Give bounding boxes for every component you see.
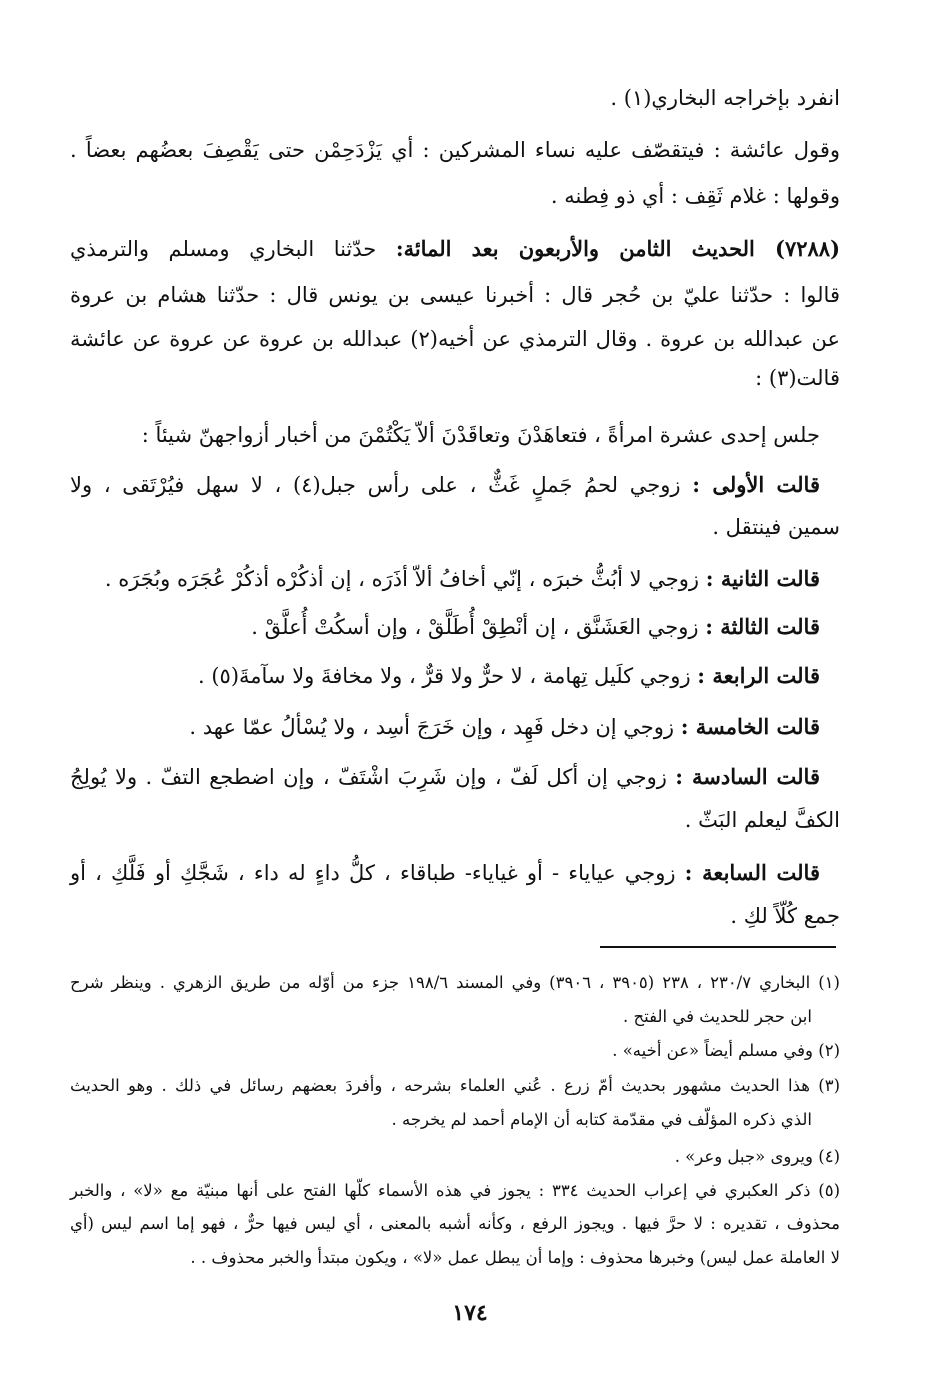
- text-line: انفرد بإخراجه البخاري(١) .: [610, 86, 840, 110]
- speaker-line: قالت الثالثة : زوجي العَشَنَّق ، إن أنْطِقْ أُطَلَّقْ ، وإن أسكُتْ أُعلَّقْ .: [251, 614, 820, 639]
- speaker-line: قالت الرابعة : زوجي كلَيل تِهامة ، لا حرٌّ ولا قرٌّ ، ولا مخافةَ ولا سآمةَ(٥) .: [198, 663, 820, 688]
- text-line: عن عبدالله بن عروة . وقال الترمذي عن أخيه(٢) عبدالله بن عروة عن عروة عن عائشة: [70, 327, 841, 351]
- text-line: قالوا : حدّثنا عليّ بن حُجر قال : أخبرنا عيسى بن يونس قال : حدّثنا هشام بن عروة: [70, 283, 840, 307]
- speaker-label: قالت الرابعة :: [697, 663, 820, 688]
- speaker-line: قالت الأولى : زوجي لحمُ جَملٍ غَثٌّ ، على رأس جبل(٤) ، لا سهل فيُرْتَقى ، ولا: [70, 472, 820, 497]
- footnote-line: لا العاملة عمل ليس) وخبرها محذوف : وإما أن يبطل عمل «لا» ، ويكون مبتدأ والخبر محذوف . .: [190, 1248, 840, 1267]
- text-line: جمع كُلّاً لكِ .: [730, 904, 840, 928]
- footnote-line: (٣) هذا الحديث مشهور بحديث أمّ زرع . عُني العلماء بشرحه ، وأفردَ بعضهم رسائل في ذلك . وهو الحديث: [70, 1076, 840, 1095]
- footnote-line: محذوف ، تقديره : لا حرَّ فيها . ويجوز الرفع ، وكأنه أشبه بالمعنى ، أي ليس فيها حرٌّ ، فهو إما اسم ليس (أي: [70, 1214, 840, 1233]
- footnote-separator: [600, 946, 836, 948]
- speaker-label: قالت السابعة :: [684, 860, 820, 885]
- hadith-heading: (٧٢٨٨) الحديث الثامن والأربعون بعد المائة:: [395, 236, 841, 261]
- page-number: ١٧٤: [452, 1300, 488, 1326]
- footnote-line: (٤) ويروى «جبل وعر» .: [674, 1147, 840, 1166]
- speaker-label: قالت الأولى :: [692, 472, 820, 497]
- speaker-line: قالت السادسة : زوجي إن أكل لَفّ ، وإن شَرِبَ اشْتَفّ ، وإن اضطجع التفّ . ولا يُولِجُ: [70, 764, 820, 789]
- text-line: قالت(٣) :: [755, 366, 840, 390]
- text-line: الكفَّ ليعلم البَثّ .: [684, 808, 840, 832]
- speaker-label: قالت الثالثة :: [705, 614, 820, 639]
- text-line: وقول عائشة : فيتقصّف عليه نساء المشركين : أي يَزْدَحِمْن حتى يَقْصِفَ بعضُهم بعضاً .: [70, 138, 840, 162]
- footnote-line: (٢) وفي مسلم أيضاً «عن أخيه» .: [612, 1041, 840, 1060]
- speaker-label: قالت الثانية :: [705, 566, 820, 591]
- speaker-label: قالت الخامسة :: [680, 714, 820, 739]
- speaker-line: قالت الخامسة : زوجي إن دخل فَهِد ، وإن خَرَجَ أسِد ، ولا يُسْألُ عمّا عهد .: [189, 714, 820, 739]
- speaker-line: قالت السابعة : زوجي عياياء - أو غياياء- طباقاء ، كلُّ داءٍ له داء ، شَجَّكِ أو فَلَّكِ ، أو: [70, 860, 820, 885]
- hadith-heading-line: (٧٢٨٨) الحديث الثامن والأربعون بعد المائة: حدّثنا البخاري ومسلم والترمذي: [70, 236, 841, 261]
- text-line: وقولها : غلام ثَقِف : أي ذو فِطنه .: [550, 184, 840, 208]
- footnote-line: ابن حجر للحديث في الفتح .: [623, 1007, 812, 1026]
- speaker-label: قالت السادسة :: [675, 764, 820, 789]
- footnote-line: (٥) ذكر العكبري في إعراب الحديث ٣٣٤ : يجوز في هذه الأسماء كلّها الفتح على أنها مبنيّة مع «لا» ، والخبر: [70, 1181, 840, 1200]
- footnote-line: (١) البخاري ٢٣٠/٧ ، ٢٣٨ (٣٩٠٥ ، ٣٩٠٦) وفي المسند ١٩٨/٦ جزء من أوّله من طريق الزهري . وينظر شرح: [70, 973, 840, 992]
- speaker-line: قالت الثانية : زوجي لا أبُثُّ خبرَه ، إنّي أخافُ ألاّ أذَرَه ، إن أذكُرْه أذكُرْ عُجَرَه وبُجَرَه .: [104, 566, 820, 591]
- text-line: سمين فينتقل .: [712, 515, 840, 539]
- text-line: جلس إحدى عشرة امرأةً ، فتعاهَدْنَ وتعاقَدْنَ ألاّ يَكْتُمْنَ من أخبار أزواجهنّ شيئاً :: [141, 423, 820, 447]
- footnote-line: الذي ذكره المؤلّف في مقدّمة كتابه أن الإمام أحمد لم يخرجه .: [391, 1110, 812, 1129]
